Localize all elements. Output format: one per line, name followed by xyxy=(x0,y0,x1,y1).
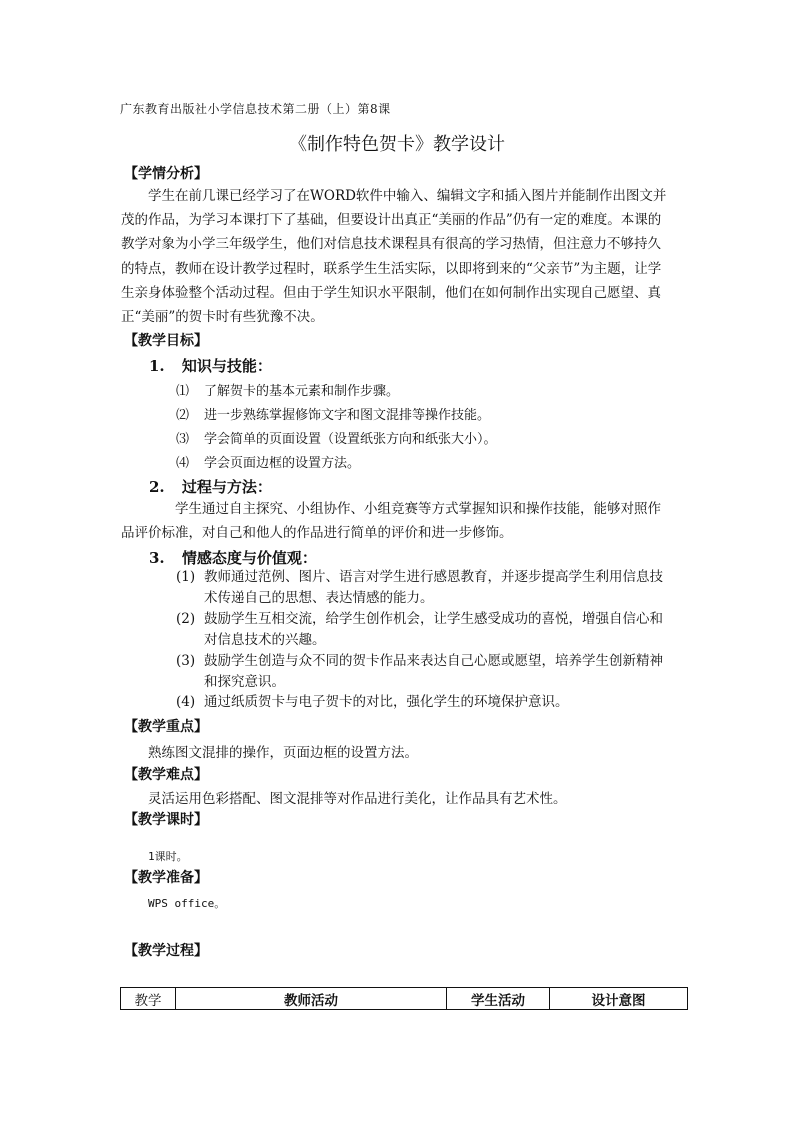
goal-process-heading xyxy=(149,476,272,497)
goal-knowledge-title: 知识与技能： xyxy=(181,357,272,375)
knowledge-item-mark: ⑷ xyxy=(176,456,190,471)
goal-emotion-title: 情感态度与价值观： xyxy=(181,549,317,567)
knowledge-item xyxy=(176,428,497,447)
prep-text: WPS office。 xyxy=(148,897,226,910)
knowledge-item-text: 学会页面边框的设置方法。 xyxy=(204,456,361,471)
procedure-table xyxy=(120,987,688,1010)
emotion-item-mark: (1) xyxy=(176,569,196,585)
section-heading-analysis: 【学情分析】 xyxy=(124,166,208,182)
key-points-text: 熟练图文混排的操作，页面边框的设置方法。 xyxy=(148,745,418,761)
goal-emotion-num: 3. xyxy=(149,549,165,567)
knowledge-item-text: 了解贺卡的基本元素和制作步骤。 xyxy=(204,384,400,399)
knowledge-item-mark: ⑴ xyxy=(176,384,190,399)
emotion-item xyxy=(176,651,676,693)
emotion-item xyxy=(176,692,676,713)
table-header-intent: 设计意图 xyxy=(550,988,688,1010)
table-header-stage: 教学 xyxy=(121,988,176,1010)
knowledge-item-mark: ⑶ xyxy=(176,432,190,447)
emotion-item xyxy=(176,609,676,651)
section-heading-prep: 【教学准备】 xyxy=(124,870,208,886)
table-header-row xyxy=(121,988,688,1010)
table-header-student: 学生活动 xyxy=(447,988,550,1010)
document-header: 广东教育出版社小学信息技术第二册（上）第8课 xyxy=(120,102,391,116)
emotion-item-mark: (2) xyxy=(176,611,196,627)
emotion-item-mark: (3) xyxy=(176,653,196,669)
emotion-item-text: 鼓励学生互相交流，给学生创作机会，让学生感受成功的喜悦，增强自信心和对信息技术的兴趣。 xyxy=(204,611,663,648)
goal-emotion-heading xyxy=(149,547,317,568)
knowledge-item-text: 进一步熟练掌握修饰文字和图文混排等操作技能。 xyxy=(204,408,491,423)
goal-process-num: 2. xyxy=(149,478,165,496)
section-heading-key-points: 【教学重点】 xyxy=(124,719,208,735)
knowledge-item-mark: ⑵ xyxy=(176,408,190,423)
document-title: 《制作特色贺卡》教学设计 xyxy=(289,134,505,155)
emotion-item-text: 教师通过范例、图片、语言对学生进行感恩教育，并逐步提高学生利用信息技术传递自己的思想、表达情感的能力。 xyxy=(204,569,663,606)
process-text: 学生通过自主探究、小组协作、小组竞赛等方式掌握知识和操作技能，能够对照作品评价标准，对自己和他人的作品进行简单的评价和进一步修饰。 xyxy=(121,501,661,542)
process-paragraph xyxy=(121,497,671,545)
goal-process-title: 过程与方法： xyxy=(181,478,272,496)
emotion-item-mark: (4) xyxy=(176,694,196,710)
emotion-item-text: 鼓励学生创造与众不同的贺卡作品来表达自己心愿或愿望，培养学生创新精神和探究意识。 xyxy=(204,653,663,690)
section-heading-goals: 【教学目标】 xyxy=(124,333,208,349)
knowledge-item xyxy=(176,404,490,423)
emotion-item-text: 通过纸质贺卡与电子贺卡的对比，强化学生的环境保护意识。 xyxy=(204,694,569,710)
difficulties-text: 灵活运用色彩搭配、图文混排等对作品进行美化，让作品具有艺术性。 xyxy=(148,791,567,807)
emotion-item xyxy=(176,567,676,609)
analysis-text: 学生在前几课已经学习了在WORD软件中输入、编辑文字和插入图片并能制作出图文并茂的作品，为学习本课打下了基础，但要设计出真正“美丽的作品”仍有一定的难度。本课的教学对象为小学三年级学生，他们对信息技术课程具有很高的学习热情，但注意力不够持久的特点，教师在设计教学过程时，联系学生生活实际，以即将到来的“父亲节”为主题，让学生亲身体验整个活动过程。但由于学生知识水平限制，他们在如何制作出实现自己愿望、真正“美丽”的贺卡时有些犹豫不决。 xyxy=(121,188,667,326)
section-heading-difficulties: 【教学难点】 xyxy=(124,767,208,783)
section-heading-hours: 【教学课时】 xyxy=(124,812,208,828)
hours-text: 1课时。 xyxy=(148,850,188,863)
goal-knowledge-num: 1. xyxy=(149,357,165,375)
section-heading-procedure: 【教学过程】 xyxy=(124,943,208,959)
table-header-teacher: 教师活动 xyxy=(176,988,447,1010)
knowledge-item xyxy=(176,380,399,399)
knowledge-item xyxy=(176,452,360,471)
analysis-paragraph xyxy=(121,184,671,329)
goal-knowledge-heading xyxy=(149,355,272,376)
knowledge-item-text: 学会简单的页面设置（设置纸张方向和纸张大小）。 xyxy=(204,432,497,447)
